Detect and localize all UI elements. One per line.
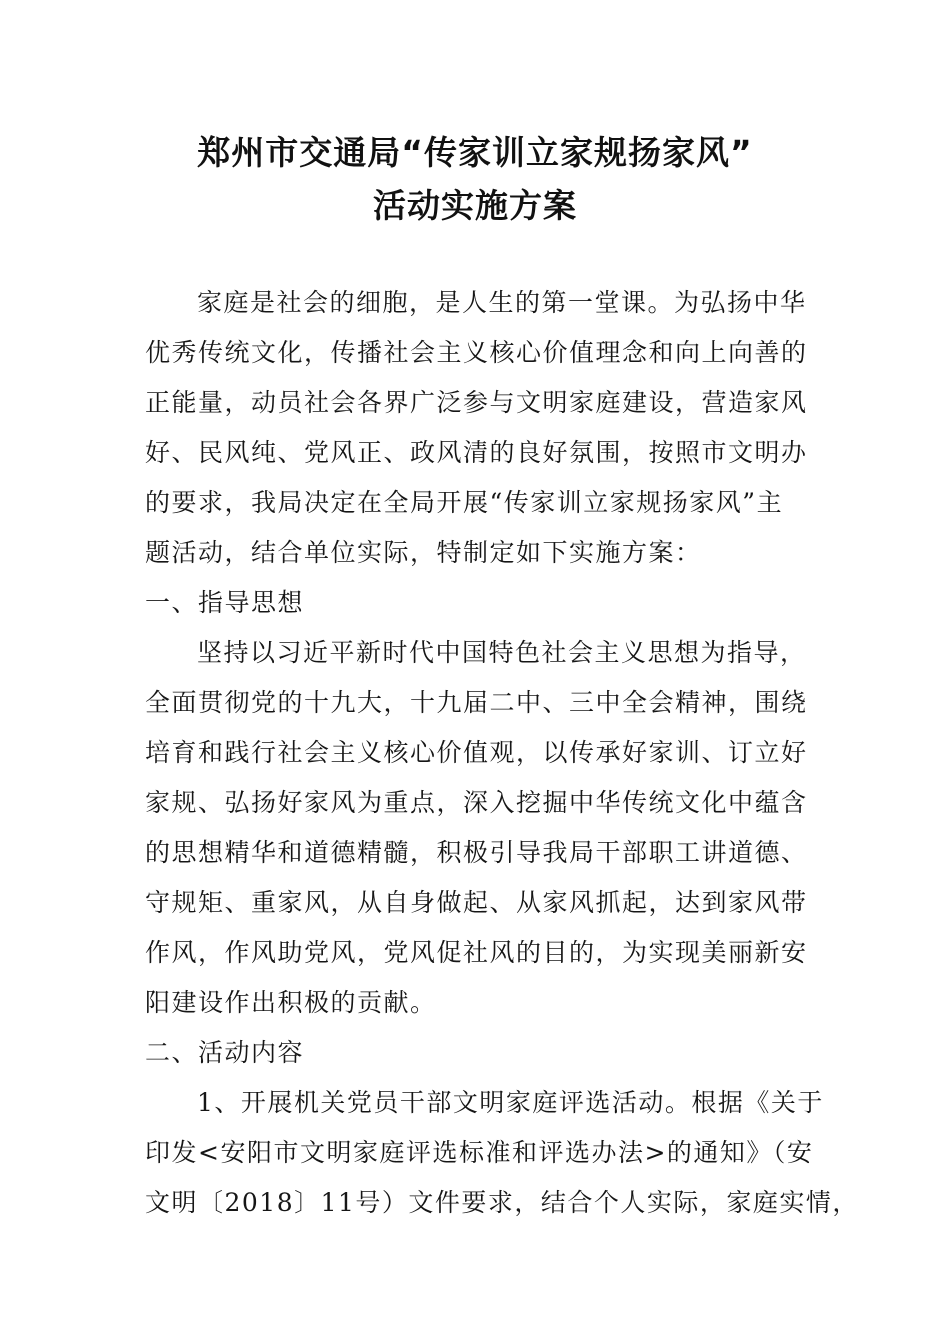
paragraph-line: 全面贯彻党的十九大，十九届二中、三中全会精神，围绕 [145, 688, 808, 717]
document-title-line-1: 郑州市交通局“传家训立家规扬家风” [197, 133, 753, 172]
paragraph-line: 作风，作风助党风，党风促社风的目的，为实现美丽新安 [145, 938, 808, 967]
paragraph-line: 的思想精华和道德精髓，积极引导我局干部职工讲道德、 [145, 838, 808, 867]
paragraph-line: 阳建设作出积极的贡献。 [145, 988, 437, 1017]
section-heading: 一、指导思想 [145, 588, 305, 617]
document-title-line-2: 活动实施方案 [373, 186, 577, 225]
paragraph-line: 优秀传统文化，传播社会主义核心价值理念和向上向善的 [145, 338, 808, 367]
paragraph-line: 培育和践行社会主义核心价值观，以传承好家训、订立好 [145, 738, 808, 767]
paragraph-line: 题活动，结合单位实际，特制定如下实施方案： [145, 538, 702, 567]
paragraph-line: 的要求，我局决定在全局开展“传家训立家规扬家风”主 [145, 488, 784, 517]
paragraph-line: 文明〔2018〕11号）文件要求，结合个人实际，家庭实情， [145, 1188, 859, 1217]
paragraph-line: 正能量，动员社会各界广泛参与文明家庭建设，营造家风 [145, 388, 808, 417]
paragraph-line: 印发<安阳市文明家庭评选标准和评选办法>的通知》（安 [145, 1138, 814, 1167]
paragraph-line: 好、民风纯、党风正、政风清的良好氛围，按照市文明办 [145, 438, 808, 467]
paragraph-line: 家规、弘扬好家风为重点，深入挖掘中华传统文化中蕴含 [145, 788, 808, 817]
document-body [145, 278, 859, 1228]
paragraph-line: 1、开展机关党员干部文明家庭评选活动。根据《关于 [197, 1088, 824, 1117]
paragraph-line: 坚持以习近平新时代中国特色社会主义思想为指导， [197, 638, 807, 667]
paragraph-line: 家庭是社会的细胞，是人生的第一堂课。为弘扬中华 [197, 288, 807, 317]
section-heading: 二、活动内容 [145, 1038, 305, 1067]
paragraph-line: 守规矩、重家风，从自身做起、从家风抓起，达到家风带 [145, 888, 808, 917]
